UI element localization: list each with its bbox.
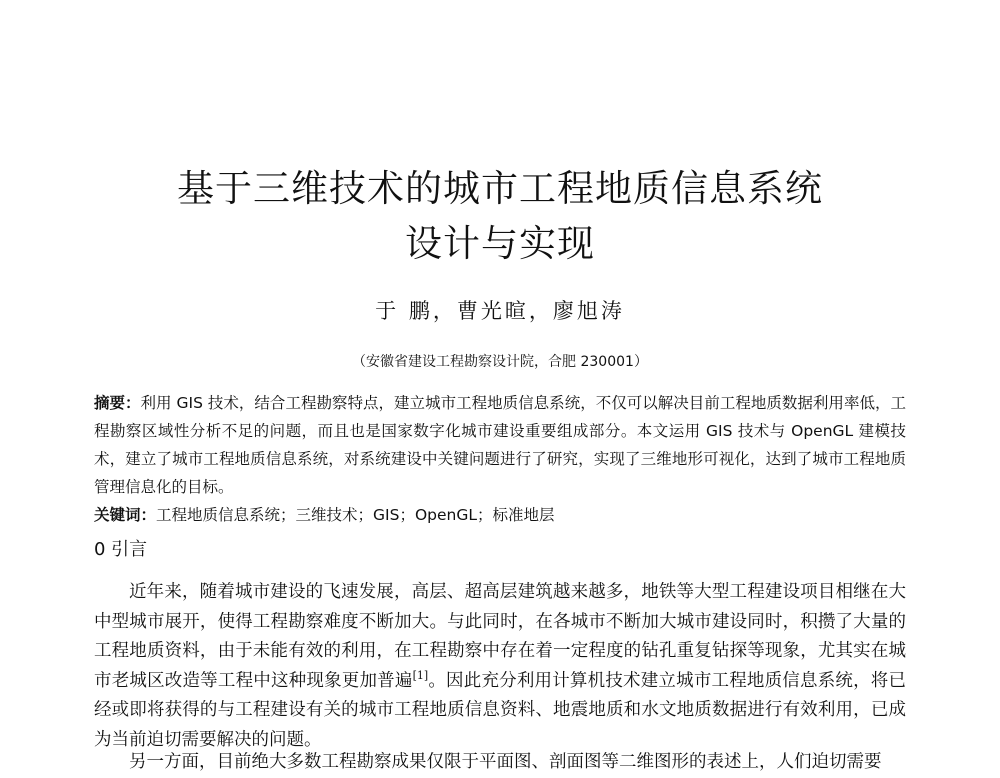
keywords <box>94 501 906 529</box>
next-paragraph-partial: 另一方面，目前绝大多数工程勘察成果仅限于平面图、剖面图等二维图形的表述上，人们迫切需要 <box>129 752 882 772</box>
intro-paragraph <box>94 578 906 755</box>
paper-title-line2: 设计与实现 <box>405 222 595 265</box>
keywords-text: 工程地质信息系统；三维技术；GIS；OpenGL；标准地层 <box>156 506 555 524</box>
keywords-label: 关键词： <box>94 506 157 524</box>
section-heading: 0 引言 <box>94 539 148 560</box>
abstract <box>94 389 906 501</box>
affiliation: （安徽省建设工程勘察设计院，合肥 230001） <box>352 354 648 370</box>
abstract-text: 利用 GIS 技术，结合工程勘察特点，建立城市工程地质信息系统，不仅可以解决目前工程地质数据利用率低，工程勘察区域性分析不足的问题，而且也是国家数字化城市建设重要组成部分。本文运用 GIS 技术与 OpenGL 建模技术，建立了城市工程地质信息系统，对系统建设中关键问题进行了研究，实现了三维地形可视化，达到了城市工程地质管理信息化的目标。 <box>94 394 906 496</box>
paper-title-line1: 基于三维技术的城市工程地质信息系统 <box>177 167 823 210</box>
citation: [1] <box>412 668 429 682</box>
intro-text-part2: 。因此充分利用计算机技术建立城市工程地质信息系统，将已经或即将获得的与工程建设有关的城市工程地质信息资料、地震地质和水文地质数据进行有效利用，已成为当前迫切需要解决的问题。 <box>94 670 906 750</box>
abstract-label: 摘要： <box>94 394 141 412</box>
authors: 于 鹏，曹光暄，廖旭涛 <box>375 299 625 323</box>
intro-text-part1: 近年来，随着城市建设的飞速发展，高层、超高层建筑越来越多，地铁等大型工程建设项目相继在大中型城市展开，使得工程勘察难度不断加大。与此同时，在各城市不断加大城市建设同时，积攒了大量的工程地质资料，由于未能有效的利用，在工程勘察中存在着一定程度的钻孔重复钻探等现象，尤其实在城市老城区改造等工程中这种现象更加普遍 <box>94 582 906 691</box>
